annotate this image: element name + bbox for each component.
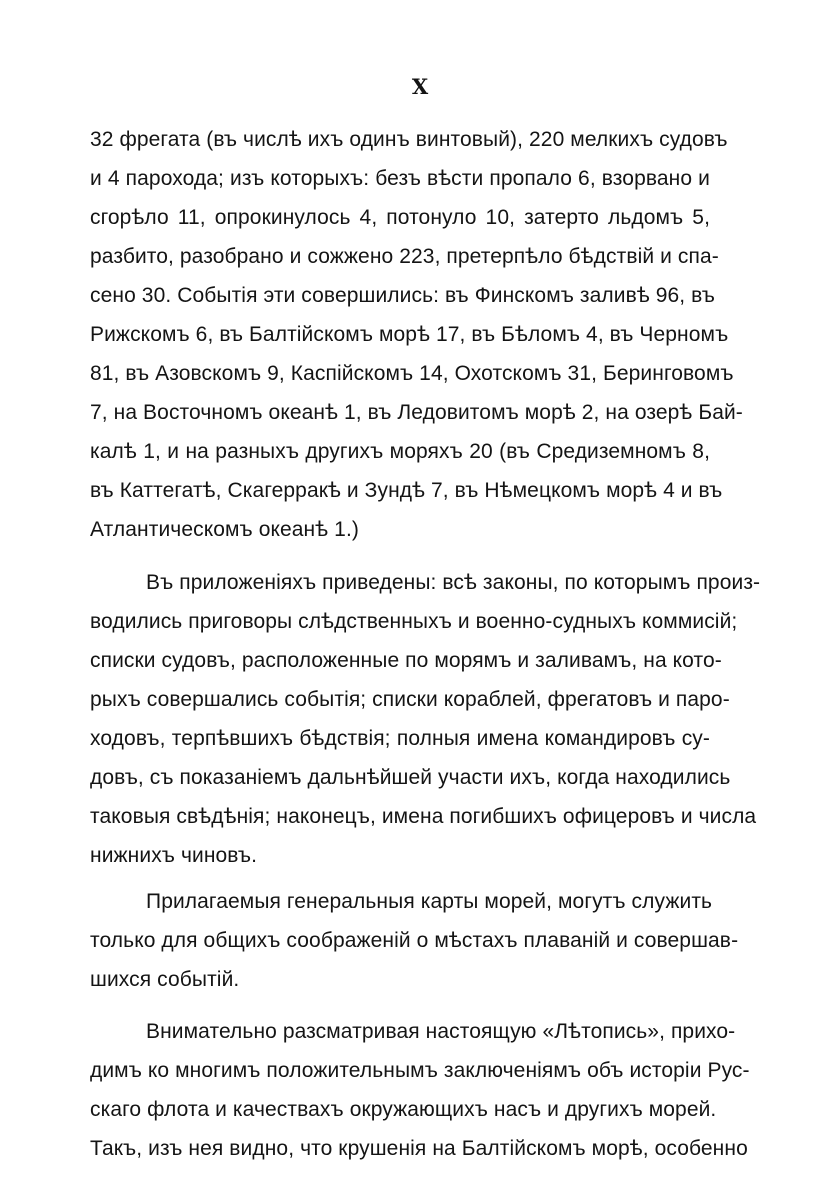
text-line: разбито, разобрано и сожжено 223, претерпѣло бѣдствій и спа-: [90, 245, 719, 268]
text-line: 32 фрегата (въ числѣ ихъ одинъ винтовый), 220 мелкихъ судовъ: [90, 128, 728, 151]
text-line: Атлантическомъ океанѣ 1.): [90, 518, 359, 541]
text-line: 7, на Восточномъ океанѣ 1, въ Ледовитомъ морѣ 2, на озерѣ Бай-: [90, 401, 743, 424]
text-line: только для общихъ соображеній о мѣстахъ плаваній и совершав-: [90, 929, 739, 952]
text-line: нижнихъ чиновъ.: [90, 844, 258, 867]
text-line: Прилагаемыя генеральныя карты морей, могутъ служить: [146, 890, 713, 913]
text-line: Въ приложеніяхъ приведены: всѣ законы, по которымъ произ-: [146, 571, 761, 594]
text-line: водились приговоры слѣдственныхъ и военно-судныхъ коммисій;: [90, 610, 738, 633]
text-line: Такъ, изъ нея видно, что крушенія на Балтійскомъ морѣ, особенно: [90, 1137, 748, 1160]
text-line: калѣ 1, и на разныхъ другихъ моряхъ 20 (въ Средиземномъ 8,: [90, 440, 710, 463]
text-line: довъ, съ показаніемъ дальнѣйшей участи ихъ, когда находились: [90, 766, 731, 789]
text-line: скаго флота и качествахъ окружающихъ насъ и другихъ морей.: [90, 1098, 717, 1121]
text-line: шихся событій.: [90, 968, 240, 991]
page-number: X: [411, 74, 429, 99]
text-line: въ Каттегатѣ, Скагерракѣ и Зундѣ 7, въ Нѣмецкомъ морѣ 4 и въ: [90, 479, 723, 502]
text-line: 81, въ Азовскомъ 9, Каспійскомъ 14, Охотскомъ 31, Беринговомъ: [90, 362, 734, 385]
text-line: рыхъ совершались событія; списки кораблей, фрегатовъ и паро-: [90, 688, 730, 711]
text-line: списки судовъ, расположенные по морямъ и заливамъ, на кото-: [90, 649, 722, 672]
text-line: димъ ко многимъ положительнымъ заключеніямъ объ исторіи Рус-: [90, 1059, 750, 1082]
text-line: Внимательно разсматривая настоящую «Лѣтопись», прихо-: [146, 1020, 736, 1043]
text-line: и 4 парохода; изъ которыхъ: безъ вѣсти пропало 6, взорвано и: [90, 167, 710, 190]
text-line: ходовъ, терпѣвшихъ бѣдствія; полныя имена командировъ су-: [90, 727, 710, 750]
text-line: Рижскомъ 6, въ Балтійскомъ морѣ 17, въ Бѣломъ 4, въ Черномъ: [90, 323, 729, 346]
text-line: сено 30. Событія эти совершились: въ Финскомъ заливѣ 96, въ: [90, 284, 715, 307]
text-line: сгорѣло 11, опрокинулось 4, потонуло 10, затерто льдомъ 5,: [90, 206, 710, 229]
text-line: таковыя свѣдѣнія; наконецъ, имена погибшихъ офицеровъ и числа: [90, 805, 757, 828]
